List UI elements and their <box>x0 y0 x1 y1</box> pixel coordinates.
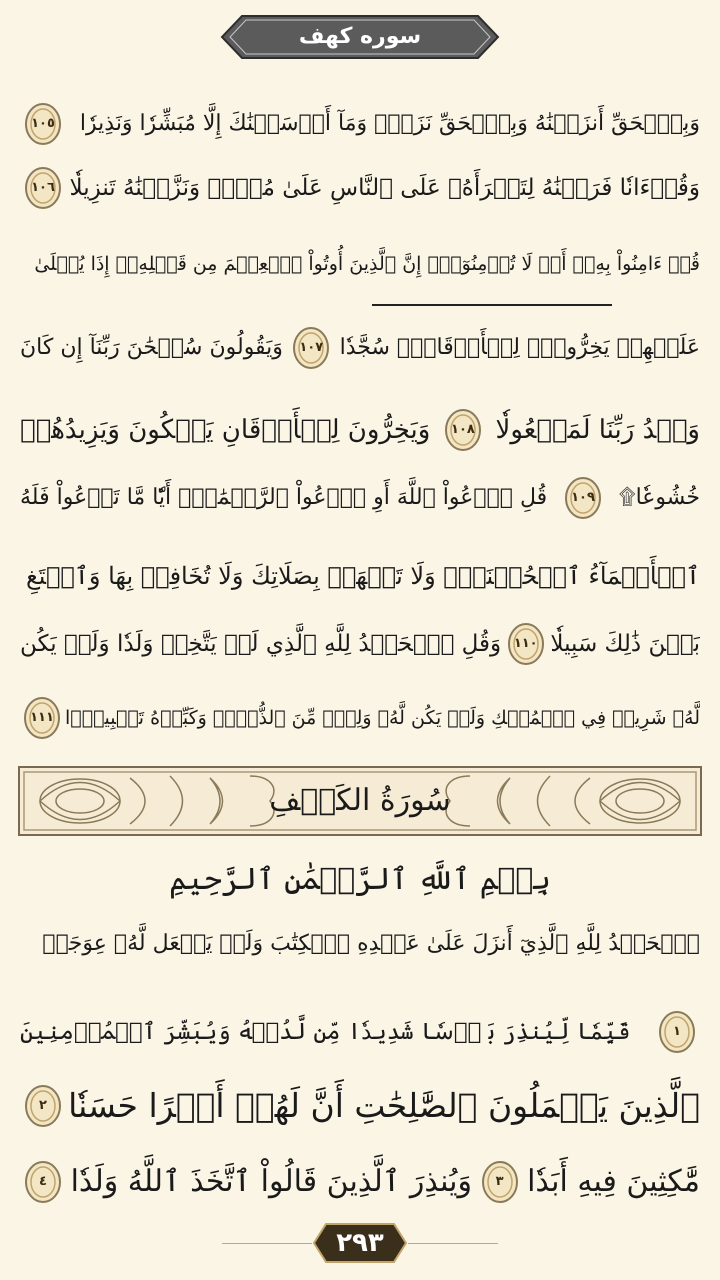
verse-text: خُشُوعٗا۩ <box>618 485 700 510</box>
sajda-overline <box>372 304 612 306</box>
ayah-marker: ١٠٧ <box>292 326 330 370</box>
surah-name: سُورَةُ الكَهۡفِ <box>269 783 451 818</box>
page-number-badge <box>312 1222 408 1264</box>
text-line <box>20 1150 700 1214</box>
ayah-marker: ١١١ <box>23 696 61 740</box>
verse-text: عَلَيۡهِمۡ يَخِرُّونَۤ لِلۡأَذۡقَانِۤ سُجَّدٗا <box>339 335 700 360</box>
text-line <box>20 912 700 976</box>
verse-text: وَعۡدُ رَبِّنَا لَمَفۡعُولٗا <box>495 415 700 445</box>
verse-text: لَّهُۥ شَرِيكٞ فِي ٱلۡمُلۡكِ وَلَمۡ يَكُن لَّهُۥ وَلِيّٞ مِّنَ ٱلذُّلِّۖ وَكَبِّرۡهُ تَكۡبِيرَۢا <box>65 707 700 729</box>
verse-text: ٱلۡحَمۡدُ لِلَّهِ ٱلَّذِيٓ أَنزَلَ عَلَىٰ عَبۡدِهِ ٱلۡكِتَٰبَ وَلَمۡ يَجۡعَل لَّهُۥ عِوَجَاۜ <box>42 931 700 956</box>
verse-text: قُلِ ٱدۡعُواْ ٱللَّهَ أَوِ ٱدۡعُواْ ٱلرَّحۡمَٰنَۖ أَيّٗا مَّا تَدۡعُواْ فَلَهُ <box>20 485 548 510</box>
text-line <box>20 398 700 462</box>
text-line <box>20 156 700 220</box>
text-line <box>20 1000 700 1064</box>
page-number: ٢٩٣ <box>336 1228 384 1258</box>
text-line <box>20 612 700 676</box>
text-line <box>20 316 700 380</box>
verse-text: وَيُنذِرَ ٱلَّذِينَ قَالُواْ ٱتَّخَذَ ٱللَّهُ وَلَدٗا <box>70 1164 472 1199</box>
footer-divider <box>408 1243 498 1244</box>
verse-text: وَبِٱلۡحَقِّ أَنزَلۡنَٰهُ وَبِٱلۡحَقِّ نَزَلَۗ وَمَآ أَرۡسَلۡنَٰكَ إِلَّا مُبَشِّرٗا وَنَذِيرٗا <box>79 111 700 136</box>
ayah-marker: ٤ <box>24 1160 62 1204</box>
basmala: بِسۡمِ ٱللَّهِ ٱلرَّحۡمَٰنِ ٱلرَّحِيمِ <box>169 862 551 897</box>
verse-text: ٱلَّذِينَ يَعۡمَلُونَ ٱلصَّٰلِحَٰتِ أَنَّ لَهُمۡ أَجۡرًا حَسَنٗا <box>68 1086 700 1125</box>
verse-text: مَّٰكِثِينَ فِيهِ أَبَدٗا <box>527 1164 700 1199</box>
surah-header <box>220 14 500 60</box>
verse-text: ٱلۡأَسۡمَآءُ ٱلۡحُسۡنَىٰۚ وَلَا تَجۡهَرۡ بِصَلَاتِكَ وَلَا تُخَافِتۡ بِهَا وَٱبۡتَغِ <box>25 562 700 590</box>
verse-text: قُلۡ ءَامِنُواْ بِهِۦٓ أَوۡ لَا تُؤۡمِنُوٓاْۚ إِنَّ ٱلَّذِينَ أُوتُواْ ٱلۡعِلۡمَ مِن قَبۡلِهِۦٓ إِذَا يُتۡلَىٰ <box>34 253 700 275</box>
ayah-marker: ٣ <box>481 1160 519 1204</box>
verse-text: وَقُرۡءَانٗا فَرَقۡنَٰهُ لِتَقۡرَأَهُۥ عَلَى ٱلنَّاسِ عَلَىٰ مُكۡثٖ وَنَزَّلۡنَٰهُ تَنزِيلٗا <box>69 175 700 201</box>
text-line <box>20 232 700 296</box>
ayah-marker: ١٠٨ <box>444 408 482 452</box>
surah-banner <box>18 766 702 836</box>
ayah-marker: ٢ <box>24 1084 62 1128</box>
ayah-marker: ١١٠ <box>507 622 545 666</box>
text-line <box>20 544 700 608</box>
text-line <box>20 92 700 156</box>
text-line <box>20 1074 700 1138</box>
ayah-marker: ١٠٩ <box>564 476 602 520</box>
verse-text: قَيِّمٗا لِّيُنذِرَ بَأۡسٗا شَدِيدٗا مِّن لَّدُنۡهُ وَيُبَشِّرَ ٱلۡمُؤۡمِنِينَ <box>20 1019 631 1045</box>
verse-text: وَيَخِرُّونَ لِلۡأَذۡقَانِ يَبۡكُونَ وَيَزِيدُهُمۡ <box>20 415 431 445</box>
ayah-marker: ١ <box>658 1010 696 1054</box>
footer-divider <box>222 1243 312 1244</box>
verse-text: بَيۡنَ ذَٰلِكَ سَبِيلٗا <box>550 631 700 657</box>
verse-text: وَقُلِ ٱلۡحَمۡدُ لِلَّهِ ٱلَّذِي لَمۡ يَتَّخِذۡ وَلَدٗا وَلَمۡ يَكُن <box>20 631 502 657</box>
ayah-marker: ١٠٥ <box>24 102 62 146</box>
surah-title: سوره کهف <box>298 24 422 49</box>
ayah-marker: ١٠٦ <box>24 166 62 210</box>
text-line <box>20 466 700 530</box>
text-line <box>20 686 700 750</box>
verse-text: وَيَقُولُونَ سُبۡحَٰنَ رَبِّنَآ إِن كَانَ <box>20 335 283 360</box>
